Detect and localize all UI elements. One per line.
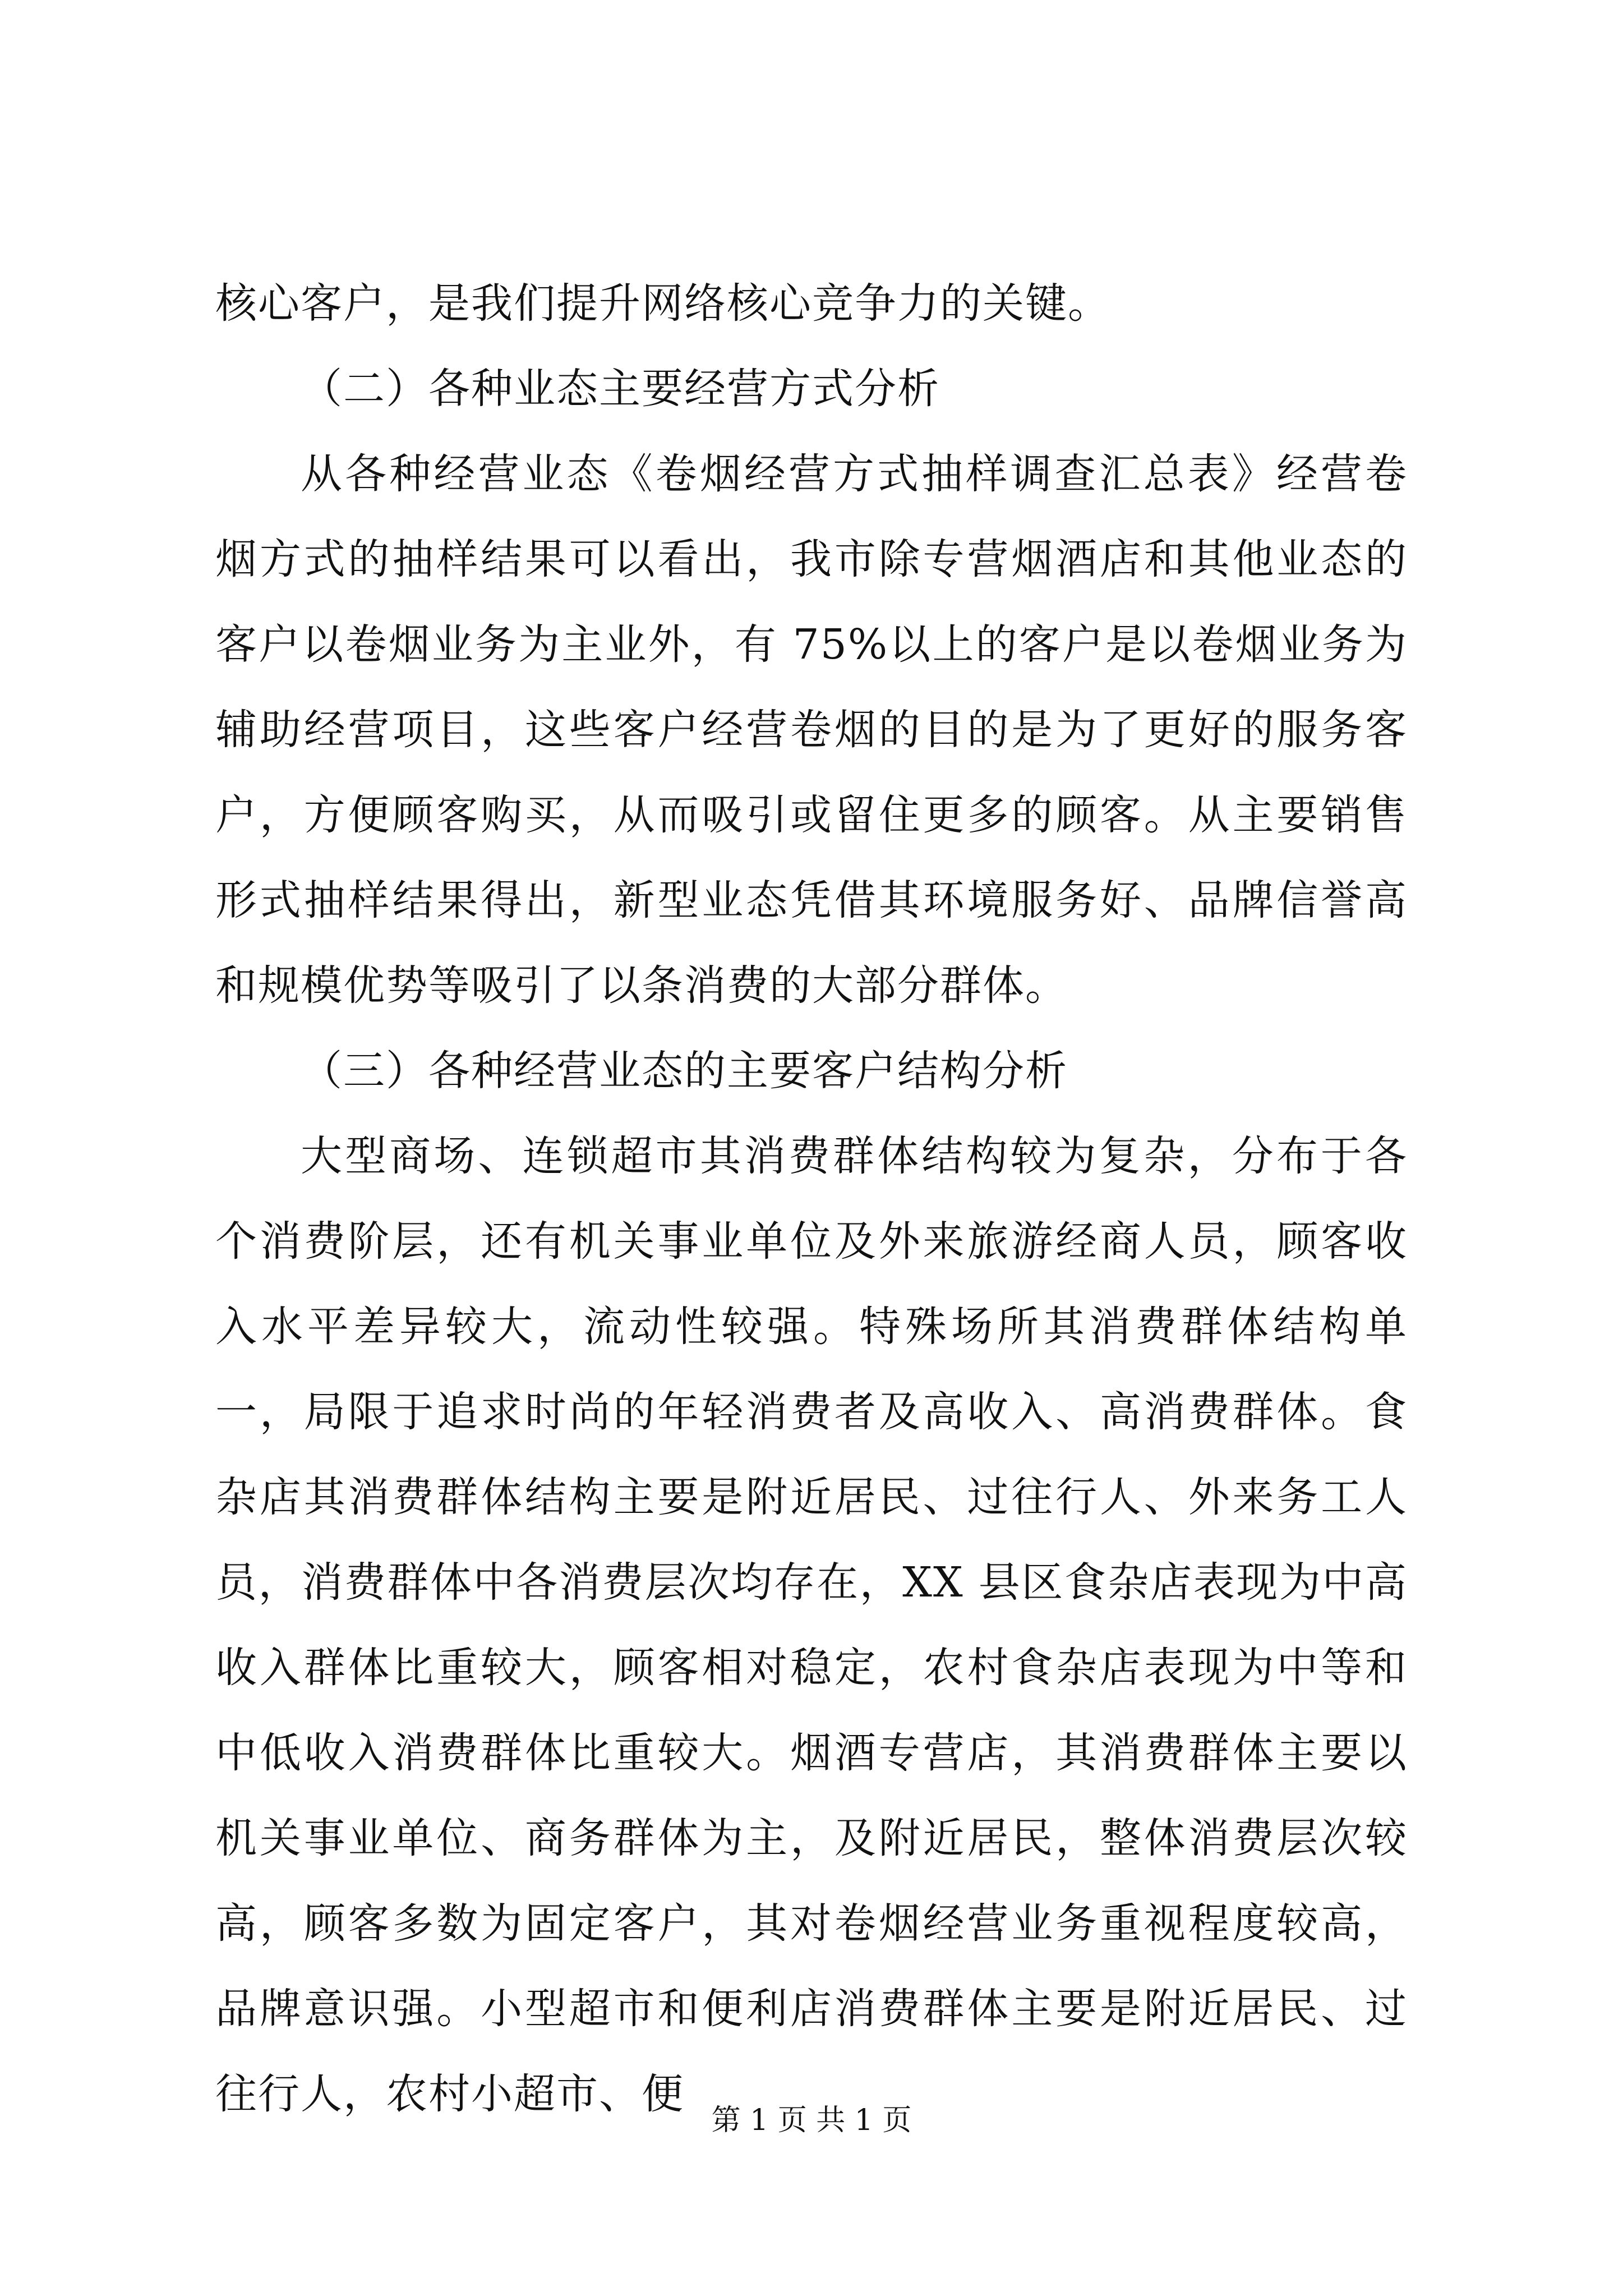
paragraph-continuation: 核心客户，是我们提升网络核心竞争力的关键。: [215, 279, 1110, 328]
document-body: [215, 261, 1408, 2137]
page-footer: 第 1 页 共 1 页: [711, 2104, 912, 2137]
section-heading-2: （二）各种业态主要经营方式分析: [301, 365, 940, 413]
paragraph-business-mode: 从各种经营业态《卷烟经营方式抽样调查汇总表》经营卷烟方式的抽样结果可以看出，我市除专营烟酒店和其他业态的客户以卷烟业务为主业外，有 75%以上的客户是以卷烟业务为辅助经营项目，这些客户经营卷烟的目的是为了更好的服务客户，方便顾客购买，从而吸引或留住更多的顾客。从主要销售形式抽样结果得出，新型业态凭借其环境服务好、品牌信誉高和规模优势等吸引了以条消费的大部分群体。: [215, 450, 1408, 1010]
section-heading-3: （三）各种经营业态的主要客户结构分析: [301, 1047, 1068, 1095]
paragraph-customer-structure: 大型商场、连锁超市其消费群体结构较为复杂，分布于各个消费阶层，还有机关事业单位及外来旅游经商人员，顾客收入水平差异较大，流动性较强。特殊场所其消费群体结构单一，局限于追求时尚的年轻消费者及高收入、高消费群体。食杂店其消费群体结构主要是附近居民、过往行人、外来务工人员，消费群体中各消费层次均存在，XX 县区食杂店表现为中高收入群体比重较大，顾客相对稳定，农村食杂店表现为中等和中低收入消费群体比重较大。烟酒专营店，其消费群体主要以机关事业单位、商务群体为主，及附近居民，整体消费层次较高，顾客多数为固定客户，其对卷烟经营业务重视程度较高，品牌意识强。小型超市和便利店消费群体主要是附近居民、过往行人，农村小超市、便: [215, 1132, 1408, 2118]
